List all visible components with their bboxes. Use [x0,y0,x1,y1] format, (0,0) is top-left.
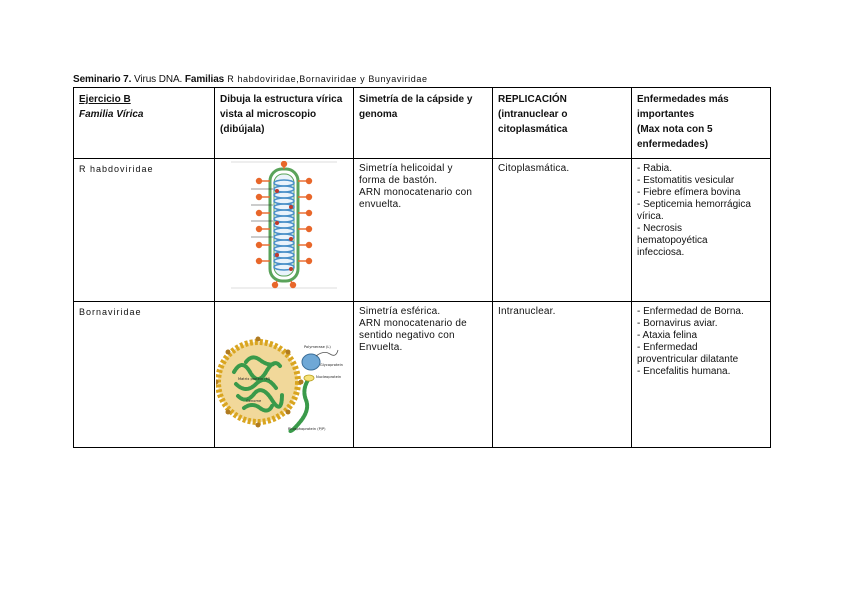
page-title: Seminario 7. Virus DNA. Familias R habdoviridae,Bornaviridae y Bunyaviridae [73,74,428,85]
label-glycoprotein: Glycoprotein [320,363,343,367]
family-name: R habdoviridae [74,159,215,302]
table-row [74,159,771,302]
family-name: Bornaviridae [74,302,215,448]
header-diseases: Enfermedades más importantes (Max nota con 5 enfermedades) [632,88,771,159]
symmetry-text: Simetría helicoidal y forma de bastón. ARN monocatenario con envuelta. [354,159,493,302]
label-phosphoprotein: Phosphoprotein (P/P) [288,427,326,431]
replication-text: Citoplasmática. [493,159,632,302]
table-row [74,302,771,448]
diseases-list: - Rabia. - Estomatitis vesicular - Fiebre efímera bovina - Septicemia hemorrágica vírica. - Necrosis hematopoyética infecciosa. [632,159,771,302]
bornavirus-illustration [216,322,352,442]
label-nucleoprotein: Nucleoprotein [316,375,342,379]
header-drawing: Dibuja la estructura vírica vista al microscopio (dibújala) [215,88,354,159]
label-polymerase: Polymerase (L) [304,345,331,349]
header-family: Ejercicio B Familia Vírica [74,88,215,159]
borna-drawing [215,302,354,448]
header-symmetry: Simetría de la cápside y genoma [354,88,493,159]
header-row [74,88,771,159]
rhabdovirus-illustration [229,161,339,289]
diseases-list: - Enfermedad de Borna. - Bornavirus aviar. - Ataxia felina - Enfermedad proventricular dilatante - Encefalitis humana. [632,302,771,448]
symmetry-text: Simetría esférica. ARN monocatenario de sentido negativo con Envuelta. [354,302,493,448]
virus-table [73,87,771,448]
header-replication: REPLICACIÓN (intranuclear o citoplasmática [493,88,632,159]
replication-text: Intranuclear. [493,302,632,448]
label-genome: Genome [246,399,262,403]
rhabdo-drawing [215,159,354,302]
label-matrix: Matrix protein (M) [238,377,271,381]
